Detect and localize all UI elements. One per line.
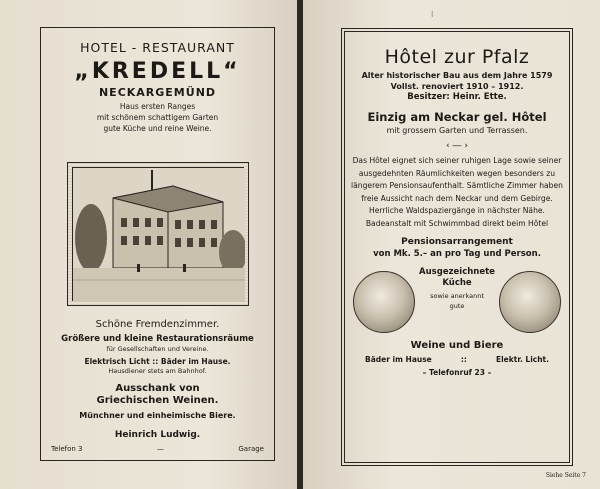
amenities-separator: :: <box>460 354 467 364</box>
baths-label: Bäder im Hause <box>365 354 432 364</box>
left-page <box>0 0 297 489</box>
medal-caption-3: sowie anerkannt <box>430 291 484 300</box>
kredell-name: „KREDELL“ <box>74 59 241 84</box>
tagline-1: Haus ersten Ranges <box>119 102 196 111</box>
garage-label: Garage <box>238 445 264 453</box>
divider-ornament: ‹ ― › <box>446 141 468 151</box>
light-bath-line: Elektrisch Licht :: Bäder im Hause. <box>84 357 231 366</box>
amenities-row <box>345 355 569 364</box>
halls-sub-line: für Gesellschaften und Vereine. <box>106 345 209 353</box>
town-name: NECKARGEMÜND <box>98 86 217 99</box>
tagline-3: gute Küche und reine Weine. <box>103 124 212 133</box>
hotel-engraving-image <box>72 167 244 301</box>
halls-line: Größere und kleine Restaurationsräume <box>61 334 254 344</box>
building-illustration <box>73 168 245 302</box>
medal-caption-1: Ausgezeichnete <box>419 266 495 277</box>
tap-line-1: Ausschank von <box>115 383 200 394</box>
owner-line: Besitzer: Heinr. Ette. <box>407 92 507 102</box>
neckar-headline: Einzig am Neckar gel. Hôtel <box>367 110 547 124</box>
medal-caption-4: gute <box>449 301 465 310</box>
beers-line: Münchner und einheimische Biere. <box>79 411 236 420</box>
tagline-2: mit schönem schattigem Garten <box>96 113 219 122</box>
left-lower-text <box>41 316 274 453</box>
right-page <box>303 0 600 489</box>
telephone-line: – Telefonruf 23 – <box>422 367 492 377</box>
description-paragraph: Das Hôtel eignet sich seiner ruhigen Lage sowie seiner ausgedehnten Räumlichkeiten wegen besonders zu längerem Pensionsaufenthalt. Sämtliche Zimmer haben freie Aussicht nach dem Neckar und dem Gebirge. Herrliche Waldspaziergänge in nächster Nähe. Badeanstalt mit Schwimmbad direkt beim Hôtel <box>351 156 563 228</box>
see-page-note: Siehe Seite 7 <box>545 472 586 479</box>
left-footer <box>41 445 274 453</box>
phone-number: Telefon 3 <box>51 445 83 453</box>
owner-name: Heinrich Ludwig. <box>114 430 201 440</box>
porter-line: Hausdiener stets am Bahnhof. <box>108 367 207 375</box>
medal-row <box>345 265 569 337</box>
right-ad-frame <box>341 28 573 466</box>
rooms-line: Schöne Fremdenzimmer. <box>95 319 220 330</box>
garden-line: mit grossem Garten und Terrassen. <box>386 126 528 135</box>
pfalz-title: Hôtel zur Pfalz <box>384 46 530 68</box>
renovation-line: Vollst. renoviert 1910 – 1912. <box>390 82 524 91</box>
price-line: von Mk. 5.– an pro Tag und Person. <box>373 248 541 259</box>
pencil-mark: I <box>431 10 434 19</box>
hotel-engraving <box>67 162 249 306</box>
pension-heading: Pensionsarrangement <box>401 236 513 247</box>
medal-caption-2: Küche <box>442 277 472 288</box>
medal-caption <box>345 265 569 310</box>
electric-label: Elektr. Licht. <box>495 354 549 364</box>
left-ad-frame <box>40 27 275 461</box>
history-line: Alter historischer Bau aus dem Jahre 1579 <box>361 71 553 80</box>
wine-beer-line: Weine und Biere <box>410 339 504 351</box>
tap-line-2: Griechischen Weinen. <box>96 395 219 406</box>
footer-dash: — <box>156 445 164 453</box>
hotel-restaurant-heading: HOTEL - RESTAURANT <box>80 40 235 55</box>
